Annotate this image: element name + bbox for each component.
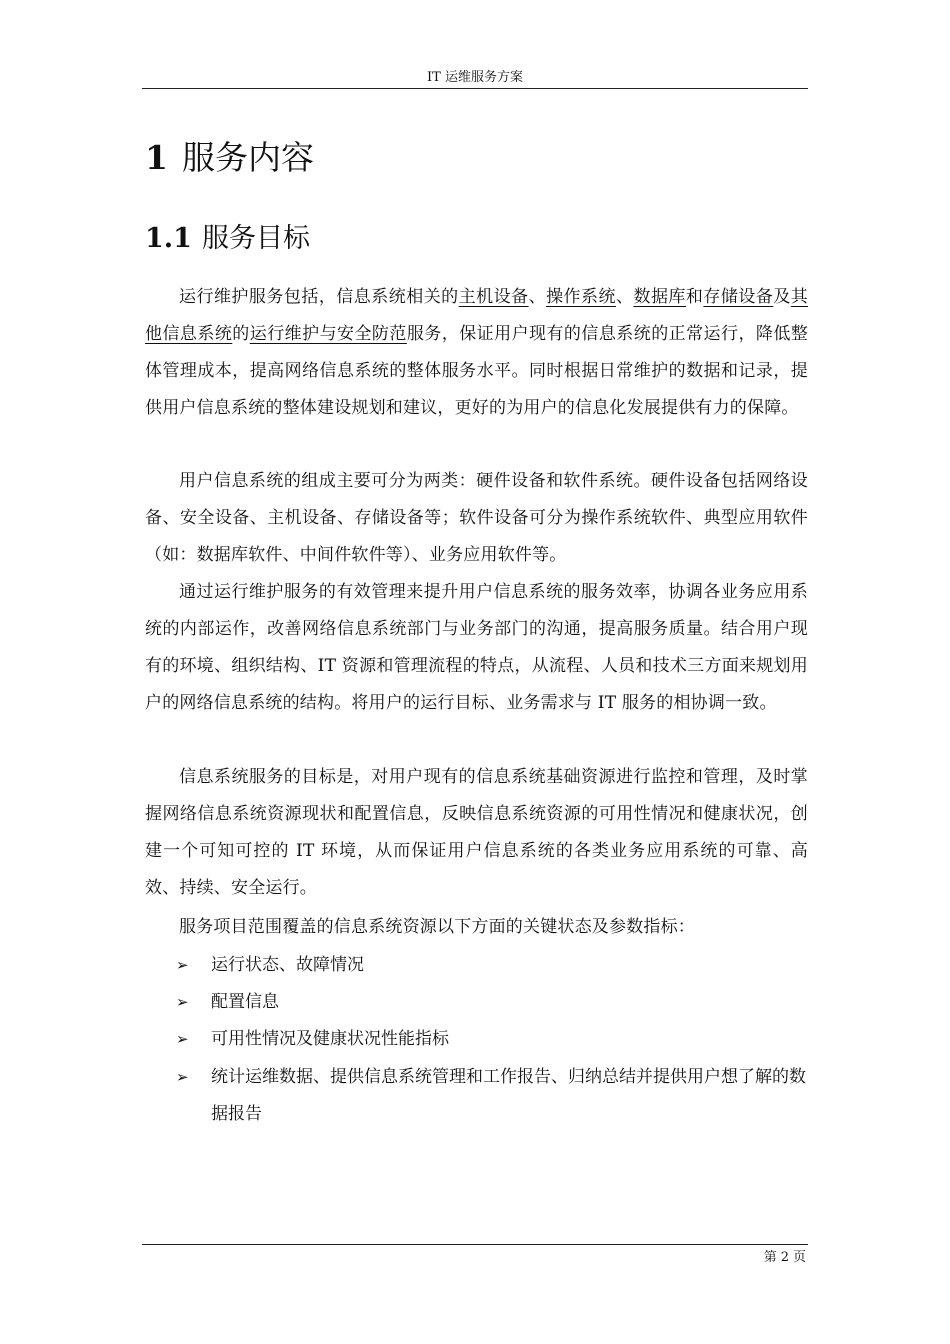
underlined-term-host-equipment: 主机设备 — [458, 287, 529, 307]
text-run: 、 — [615, 287, 634, 307]
page-number: 第 2 页 — [763, 1250, 806, 1265]
running-header: IT 运维服务方案 — [427, 70, 523, 85]
arrow-bullet-icon: ➢ — [176, 956, 189, 974]
paragraph-objectives: 信息系统服务的目标是，对用户现有的信息系统基础资源进行监控和管理，及时掌握网络信息系统资源现状和配置信息，反映信息系统资源的可用性情况和健康状况，创建一个可知可控的 IT 环境，从而保证用户信息系统的各类业务应用系统的可靠、高效、持续、安全运行。 — [145, 767, 808, 898]
section-title: 服务内容 — [181, 138, 314, 177]
text-run: 的 — [232, 324, 250, 344]
paragraph-coverage-intro: 服务项目范围覆盖的信息系统资源以下方面的关键状态及参数指标： — [179, 917, 695, 937]
paragraph-management: 通过运行维护服务的有效管理来提升用户信息系统的服务效率，协调各业务应用系统的内部运作，改善网络信息系统部门与业务部门的沟通，提高服务质量。结合用户现有的环境、组织结构、IT 资源和管理流程的特点，从流程、人员和技术三方面来规划用户的网络信息系统的结构。将用户的运行目标、业务需求与 IT 服务的相协调一致。 — [145, 582, 808, 713]
section-heading — [145, 136, 314, 180]
underlined-term-storage: 存储设备 — [703, 287, 774, 307]
list-item: ➢ 可用性情况及健康状况性能指标 — [176, 1021, 812, 1058]
subsection-title: 服务目标 — [201, 223, 310, 254]
paragraph-composition: 用户信息系统的组成主要可分为两类：硬件设备和软件系统。硬件设备包括网络设备、安全设备、主机设备、存储设备等；软件设备可分为操作系统软件、典型应用软件（如：数据库软件、中间件软件等）、业务应用软件等。 — [145, 471, 808, 565]
text-run: 服务，保证用户现有的信息系统的正常运行，降低整体管理成本，提高网络信息系统的整体服务水平。同时根据日常维护的数据和记录，提供用户信息系统的整体建设规划和建议，更好的为用户的信息化发展提供有力的保障。 — [145, 324, 809, 418]
arrow-bullet-icon: ➢ — [176, 1068, 189, 1086]
paragraph-scope — [145, 279, 808, 427]
subsection-number: 1.1 — [145, 223, 192, 254]
subsection-heading — [145, 220, 310, 258]
section-number: 1 — [145, 138, 168, 177]
arrow-bullet-icon: ➢ — [176, 1030, 189, 1048]
underlined-term-other-systems: 其他信息系统 — [145, 287, 808, 344]
text-run: 和 — [685, 287, 704, 307]
arrow-bullet-icon: ➢ — [176, 993, 189, 1011]
text-run: 运行维护服务包括，信息系统相关的 — [179, 287, 459, 307]
underlined-term-operating-system: 操作系统 — [546, 287, 616, 307]
list-item: ➢ 统计运维数据、提供信息系统管理和工作报告、归纳总结并提供用户想了解的数据报告 — [176, 1059, 812, 1133]
header-divider — [142, 88, 808, 89]
underlined-term-database: 数据库 — [633, 287, 686, 307]
underlined-term-maintenance-security: 运行维护与安全防范 — [249, 324, 407, 344]
text-run: 、 — [528, 287, 547, 307]
list-item: ➢ 配置信息 — [176, 984, 812, 1021]
list-item: ➢ 运行状态、故障情况 — [176, 947, 812, 984]
footer-divider — [142, 1244, 808, 1245]
text-run: 及 — [773, 287, 791, 307]
